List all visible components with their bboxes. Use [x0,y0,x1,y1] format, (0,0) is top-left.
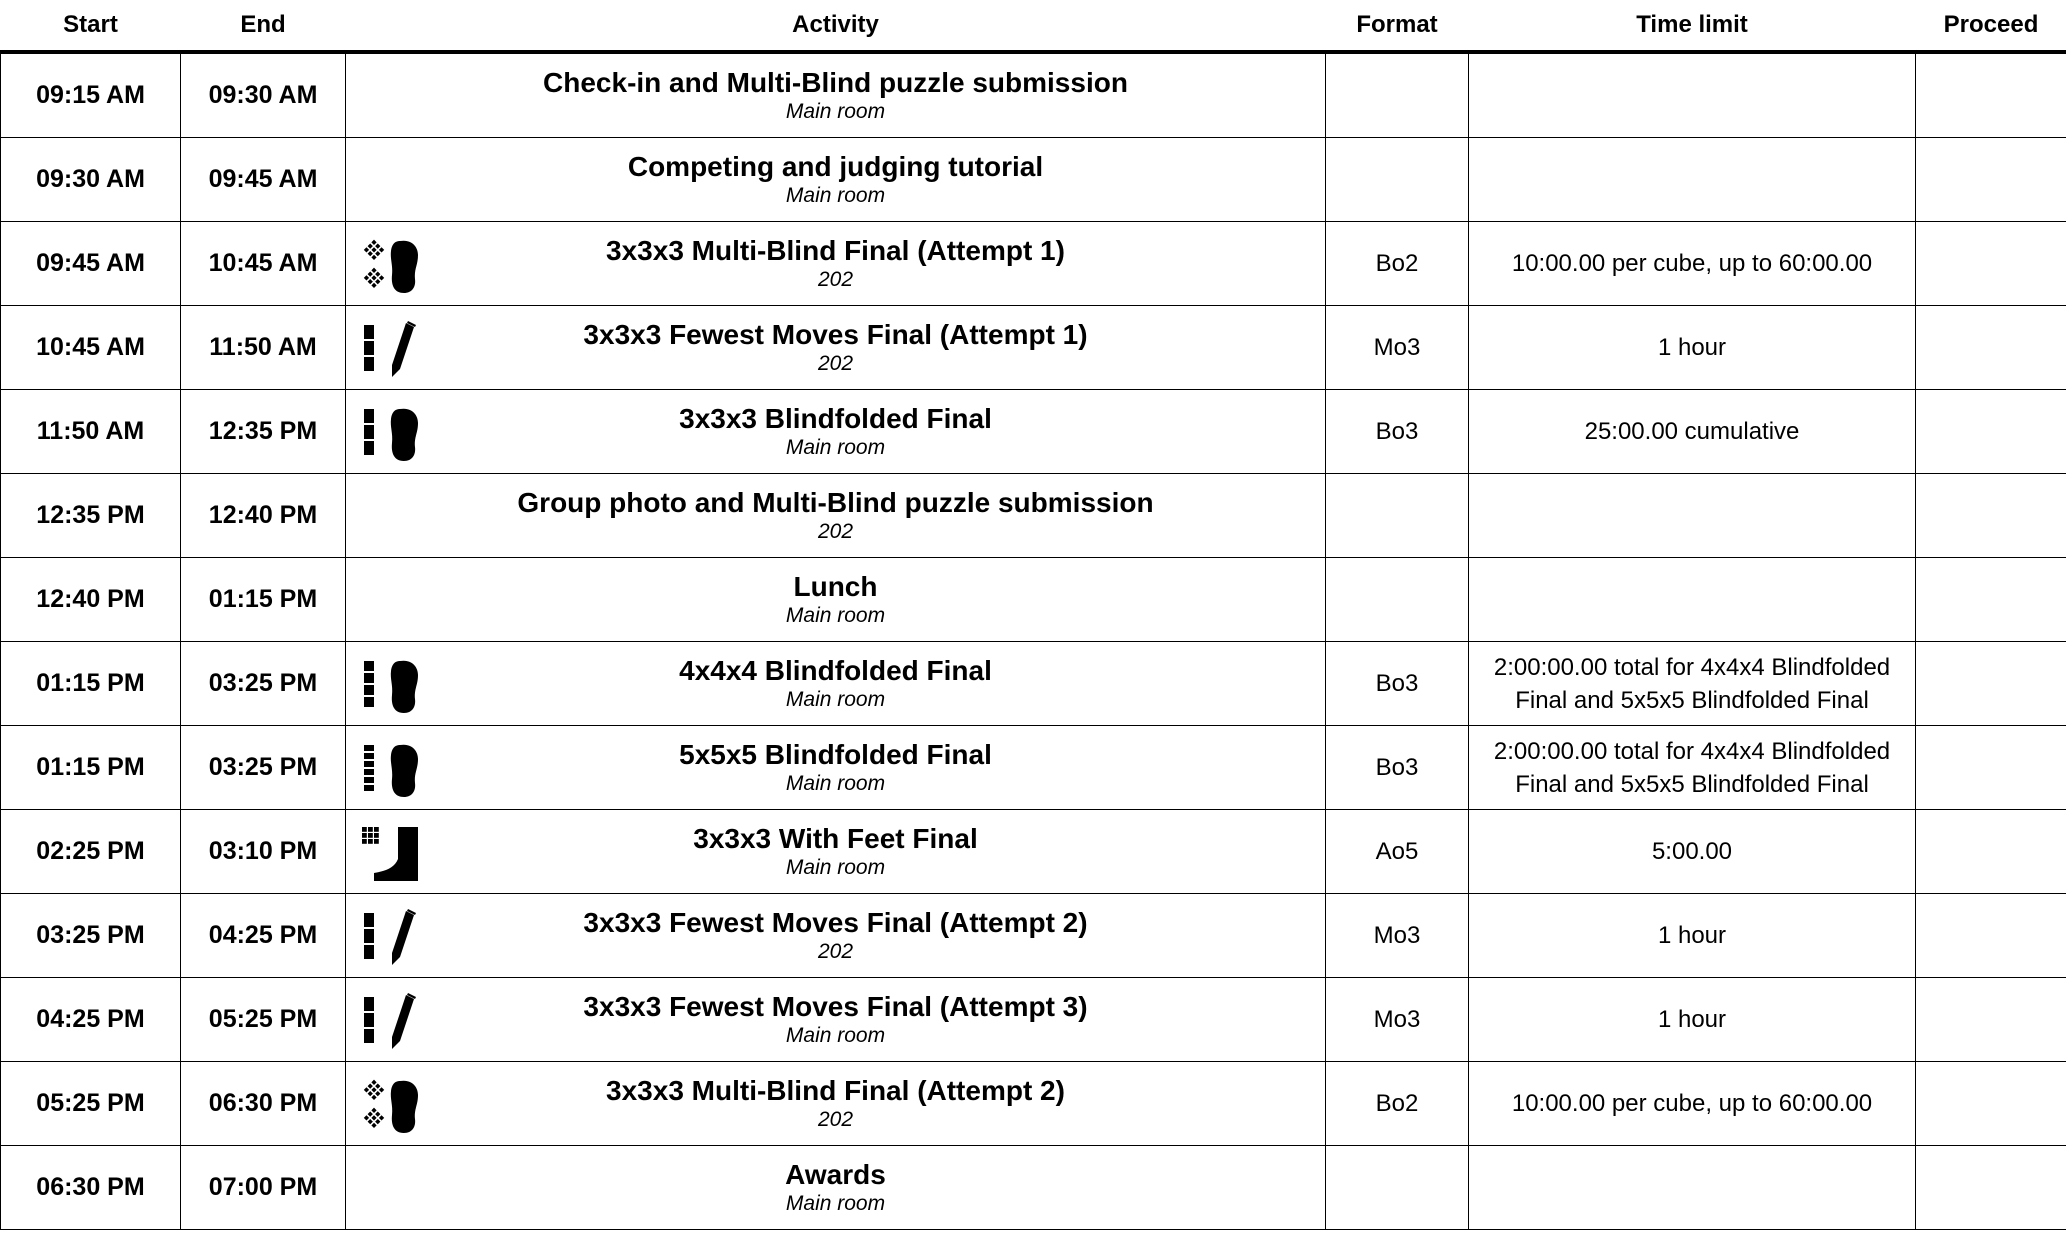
activity-name: 3x3x3 With Feet Final [693,822,978,854]
activity-cell [346,1062,1326,1146]
proceed-cell [1916,390,2066,474]
time-limit-cell [1469,726,1916,810]
start-time: 01:15 PM [1,642,181,726]
activity-cell [346,642,1326,726]
header-activity: Activity [346,0,1326,52]
start-time: 09:15 AM [1,52,181,138]
activity-cell [346,138,1326,222]
activity-room: Main room [785,603,886,627]
proceed-cell [1916,222,2066,306]
3x3-blindfolded-icon [360,403,420,461]
time-limit-cell [1469,894,1916,978]
table-row [1,894,2066,978]
table-row [1,558,2066,642]
table-row [1,390,2066,474]
activity-cell [346,726,1326,810]
start-time: 03:25 PM [1,894,181,978]
activity-name: 3x3x3 Multi-Blind Final (Attempt 1) [606,234,1065,266]
format-cell: Mo3 [1326,978,1469,1062]
proceed-cell [1916,810,2066,894]
time-limit-cell [1469,306,1916,390]
format-cell: Ao5 [1326,810,1469,894]
with-feet-icon [360,823,420,881]
proceed-cell [1916,474,2066,558]
end-time: 03:25 PM [181,642,346,726]
end-time: 12:40 PM [181,474,346,558]
activity-cell [346,558,1326,642]
multi-blind-icon [360,235,420,293]
header-proceed: Proceed [1916,0,2066,52]
start-time: 04:25 PM [1,978,181,1062]
table-row [1,810,2066,894]
format-cell [1326,474,1469,558]
end-time: 09:45 AM [181,138,346,222]
format-cell [1326,558,1469,642]
activity-room: 202 [817,939,854,963]
end-time: 01:15 PM [181,558,346,642]
time-limit-cell [1469,642,1916,726]
table-row [1,474,2066,558]
activity-cell [346,894,1326,978]
activity-room: Main room [785,1023,886,1047]
start-time: 09:45 AM [1,222,181,306]
time-limit-text: 10:00.00 per cube, up to 60:00.00 [1511,1090,1873,1117]
time-limit-text: 10:00.00 per cube, up to 60:00.00 [1511,250,1873,277]
header-end: End [181,0,346,52]
table-row [1,978,2066,1062]
proceed-cell [1916,642,2066,726]
time-limit-text: 25:00.00 cumulative [1584,418,1800,445]
format-cell [1326,1146,1469,1230]
header-start: Start [1,0,181,52]
start-time: 10:45 AM [1,306,181,390]
proceed-cell [1916,558,2066,642]
activity-cell [346,1146,1326,1230]
activity-cell [346,474,1326,558]
table-row [1,138,2066,222]
start-time: 09:30 AM [1,138,181,222]
end-time: 07:00 PM [181,1146,346,1230]
activity-room: Main room [785,855,886,879]
activity-room: 202 [817,519,854,543]
activity-room: Main room [785,99,886,123]
activity-room: Main room [785,183,886,207]
activity-name: 3x3x3 Fewest Moves Final (Attempt 3) [583,990,1088,1022]
time-limit-cell [1469,1062,1916,1146]
start-time: 02:25 PM [1,810,181,894]
time-limit-text: 5:00.00 [1651,838,1733,865]
time-limit-text: 1 hour [1657,334,1727,361]
time-limit-cell [1469,474,1916,558]
activity-name: Lunch [793,570,878,602]
fewest-moves-icon [360,991,420,1049]
start-time: 12:40 PM [1,558,181,642]
table-row [1,222,2066,306]
start-time: 11:50 AM [1,390,181,474]
activity-name: 3x3x3 Blindfolded Final [679,402,992,434]
end-time: 11:50 AM [181,306,346,390]
activity-cell [346,52,1326,138]
format-cell [1326,52,1469,138]
header-format: Format [1326,0,1469,52]
start-time: 05:25 PM [1,1062,181,1146]
activity-name: 3x3x3 Fewest Moves Final (Attempt 1) [583,318,1088,350]
activity-room: Main room [785,687,886,711]
activity-name: 3x3x3 Fewest Moves Final (Attempt 2) [583,906,1088,938]
format-cell: Bo3 [1326,726,1469,810]
activity-room: 202 [817,1107,854,1131]
end-time: 03:25 PM [181,726,346,810]
activity-name: Awards [785,1158,886,1190]
activity-room: Main room [785,771,886,795]
time-limit-cell [1469,978,1916,1062]
proceed-cell [1916,894,2066,978]
activity-room: Main room [785,1191,886,1215]
table-row [1,1062,2066,1146]
format-cell: Mo3 [1326,894,1469,978]
activity-name: 3x3x3 Multi-Blind Final (Attempt 2) [606,1074,1065,1106]
format-cell: Bo3 [1326,642,1469,726]
activity-name: Competing and judging tutorial [627,150,1044,182]
end-time: 06:30 PM [181,1062,346,1146]
proceed-cell [1916,726,2066,810]
header-time-limit: Time limit [1469,0,1916,52]
activity-name: Check-in and Multi-Blind puzzle submission [543,66,1128,98]
format-cell: Bo2 [1326,1062,1469,1146]
format-cell [1326,138,1469,222]
proceed-cell [1916,306,2066,390]
format-cell: Bo3 [1326,390,1469,474]
activity-name: 4x4x4 Blindfolded Final [679,654,992,686]
end-time: 04:25 PM [181,894,346,978]
format-cell: Mo3 [1326,306,1469,390]
proceed-cell [1916,138,2066,222]
table-row [1,726,2066,810]
5x5-blindfolded-icon [360,739,420,797]
time-limit-cell [1469,390,1916,474]
time-limit-text: 2:00:00.00 total for 4x4x4 Blindfolded Final and 5x5x5 Blindfolded Final [1493,653,1891,714]
fewest-moves-icon [360,319,420,377]
multi-blind-icon [360,1075,420,1133]
end-time: 10:45 AM [181,222,346,306]
header-row [1,0,2066,52]
table-row [1,1146,2066,1230]
proceed-cell [1916,1062,2066,1146]
table-row [1,306,2066,390]
start-time: 12:35 PM [1,474,181,558]
activity-name: Group photo and Multi-Blind puzzle submission [517,486,1154,518]
end-time: 05:25 PM [181,978,346,1062]
activity-cell [346,306,1326,390]
activity-cell [346,222,1326,306]
start-time: 01:15 PM [1,726,181,810]
4x4-blindfolded-icon [360,655,420,713]
time-limit-cell [1469,558,1916,642]
activity-room: 202 [817,267,854,291]
proceed-cell [1916,1146,2066,1230]
end-time: 09:30 AM [181,52,346,138]
activity-room: Main room [785,435,886,459]
table-row [1,642,2066,726]
activity-cell [346,810,1326,894]
time-limit-text: 1 hour [1657,1006,1727,1033]
end-time: 03:10 PM [181,810,346,894]
time-limit-text: 2:00:00.00 total for 4x4x4 Blindfolded Final and 5x5x5 Blindfolded Final [1493,737,1891,798]
time-limit-cell [1469,138,1916,222]
table-row [1,52,2066,138]
time-limit-cell [1469,222,1916,306]
fewest-moves-icon [360,907,420,965]
activity-room: 202 [817,351,854,375]
proceed-cell [1916,978,2066,1062]
time-limit-text: 1 hour [1657,922,1727,949]
time-limit-cell [1469,1146,1916,1230]
activity-name: 5x5x5 Blindfolded Final [679,738,992,770]
time-limit-cell [1469,52,1916,138]
end-time: 12:35 PM [181,390,346,474]
time-limit-cell [1469,810,1916,894]
activity-cell [346,390,1326,474]
activity-cell [346,978,1326,1062]
start-time: 06:30 PM [1,1146,181,1230]
proceed-cell [1916,52,2066,138]
format-cell: Bo2 [1326,222,1469,306]
